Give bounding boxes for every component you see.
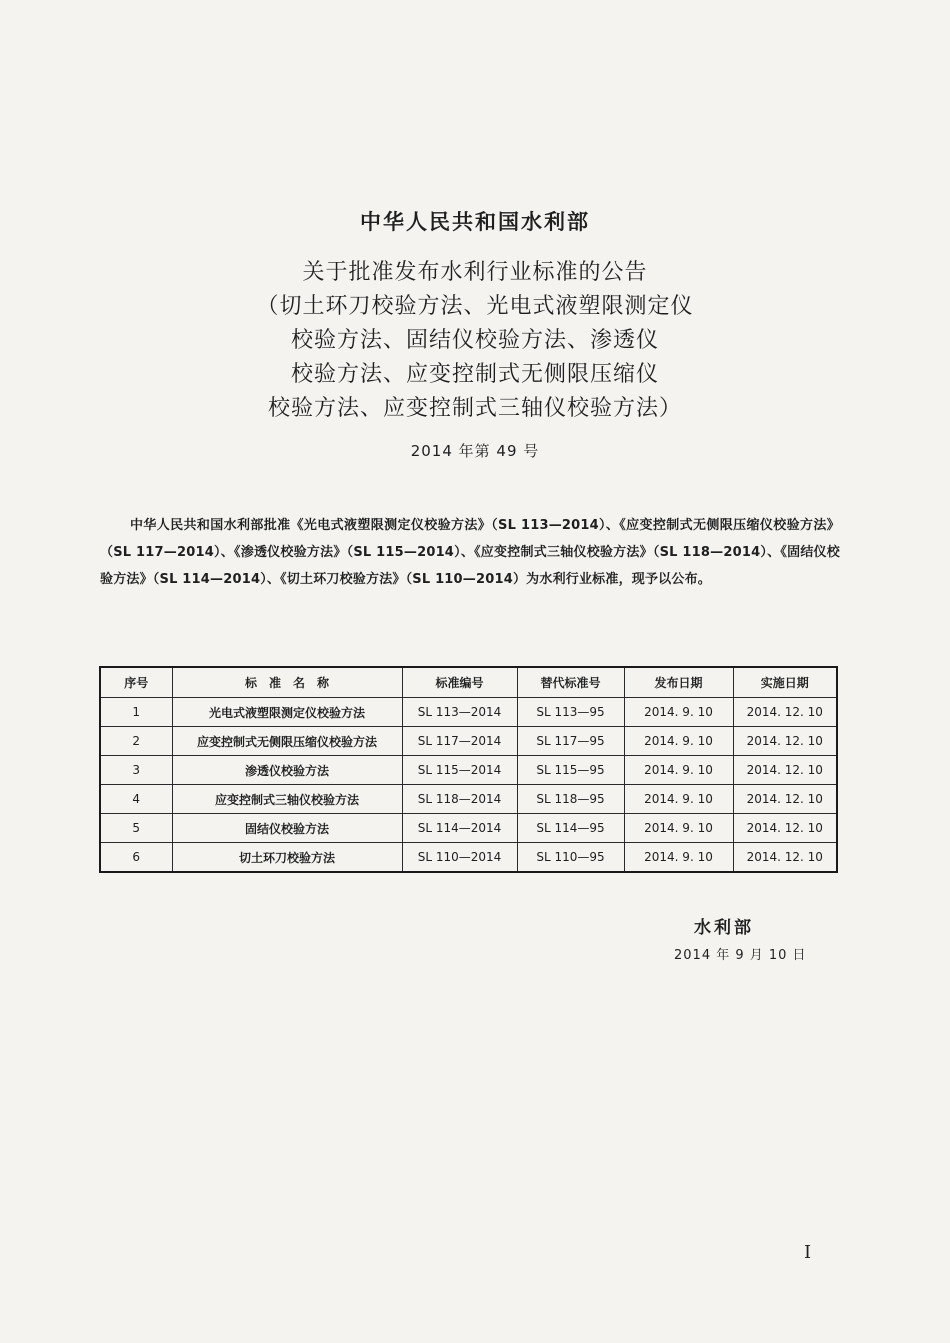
cell-issue-date: 2014. 9. 10 <box>624 727 733 756</box>
announcement-number: 2014 年第 49 号 <box>410 442 540 460</box>
table-row <box>100 814 837 843</box>
cell-serial: 4 <box>100 785 172 814</box>
title-line: （切土环刀校验方法、光电式液塑限测定仪 <box>256 294 694 319</box>
cell-serial: 3 <box>100 756 172 785</box>
cell-replaced-code: SL 113—95 <box>517 698 624 727</box>
table-row <box>100 843 837 873</box>
cell-serial: 2 <box>100 727 172 756</box>
cell-replaced-code: SL 118—95 <box>517 785 624 814</box>
announcement-title <box>0 256 950 426</box>
table-header-row <box>100 667 837 698</box>
cell-replaced-code: SL 117—95 <box>517 727 624 756</box>
cell-standard-name: 固结仪校验方法 <box>172 814 402 843</box>
signer: 水利部 <box>694 918 754 938</box>
header-standard-code: 标准编号 <box>402 667 517 698</box>
cell-effective-date: 2014. 12. 10 <box>733 843 837 873</box>
cell-replaced-code: SL 110—95 <box>517 843 624 873</box>
cell-issue-date: 2014. 9. 10 <box>624 814 733 843</box>
cell-serial: 5 <box>100 814 172 843</box>
cell-standard-name: 切土环刀校验方法 <box>172 843 402 873</box>
cell-issue-date: 2014. 9. 10 <box>624 843 733 873</box>
table-row <box>100 785 837 814</box>
header-issue-date: 发布日期 <box>624 667 733 698</box>
cell-effective-date: 2014. 12. 10 <box>733 756 837 785</box>
cell-standard-code: SL 110—2014 <box>402 843 517 873</box>
cell-standard-name: 应变控制式三轴仪校验方法 <box>172 785 402 814</box>
cell-serial: 6 <box>100 843 172 873</box>
cell-standard-code: SL 117—2014 <box>402 727 517 756</box>
cell-standard-code: SL 118—2014 <box>402 785 517 814</box>
cell-serial: 1 <box>100 698 172 727</box>
cell-standard-code: SL 114—2014 <box>402 814 517 843</box>
signing-date: 2014 年 9 月 10 日 <box>674 948 807 963</box>
title-line: 校验方法、应变控制式三轴仪校验方法） <box>267 396 682 421</box>
header-effective-date: 实施日期 <box>733 667 837 698</box>
header-standard-name: 标 准 名 称 <box>172 667 402 698</box>
cell-replaced-code: SL 115—95 <box>517 756 624 785</box>
cell-replaced-code: SL 114—95 <box>517 814 624 843</box>
title-line: 校验方法、应变控制式无侧限压缩仪 <box>290 362 659 387</box>
cell-issue-date: 2014. 9. 10 <box>624 698 733 727</box>
cell-issue-date: 2014. 9. 10 <box>624 756 733 785</box>
cell-issue-date: 2014. 9. 10 <box>624 785 733 814</box>
cell-standard-code: SL 115—2014 <box>402 756 517 785</box>
cell-standard-code: SL 113—2014 <box>402 698 517 727</box>
table-row <box>100 727 837 756</box>
cell-standard-name: 应变控制式无侧限压缩仪校验方法 <box>172 727 402 756</box>
header-serial: 序号 <box>100 667 172 698</box>
cell-standard-name: 渗透仪校验方法 <box>172 756 402 785</box>
title-line: 校验方法、固结仪校验方法、渗透仪 <box>290 328 659 353</box>
cell-effective-date: 2014. 12. 10 <box>733 727 837 756</box>
cell-effective-date: 2014. 12. 10 <box>733 814 837 843</box>
table-row <box>100 698 837 727</box>
table-row <box>100 756 837 785</box>
announcement-body: 中华人民共和国水利部批准《光电式液塑限测定仪校验方法》（SL 113—2014）、《应变控制式无侧限压缩仪校验方法》（SL 117—2014）、《渗透仪校验方法》（SL 115—2014）、《应变控制式三轴仪校验方法》（SL 118—2014）、《固结仪校验方法》（SL 114—2014）、《切土环刀校验方法》（SL 110—2014）为水利行业标准，现予以公布。 <box>100 518 840 587</box>
title-line: 关于批准发布水利行业标准的公告 <box>302 260 648 285</box>
cell-effective-date: 2014. 12. 10 <box>733 698 837 727</box>
cell-effective-date: 2014. 12. 10 <box>733 785 837 814</box>
standards-table <box>99 666 838 873</box>
issuing-organization: 中华人民共和国水利部 <box>360 210 590 234</box>
cell-standard-name: 光电式液塑限测定仪校验方法 <box>172 698 402 727</box>
page-number: I <box>804 1242 812 1263</box>
header-replaced-code: 替代标准号 <box>517 667 624 698</box>
